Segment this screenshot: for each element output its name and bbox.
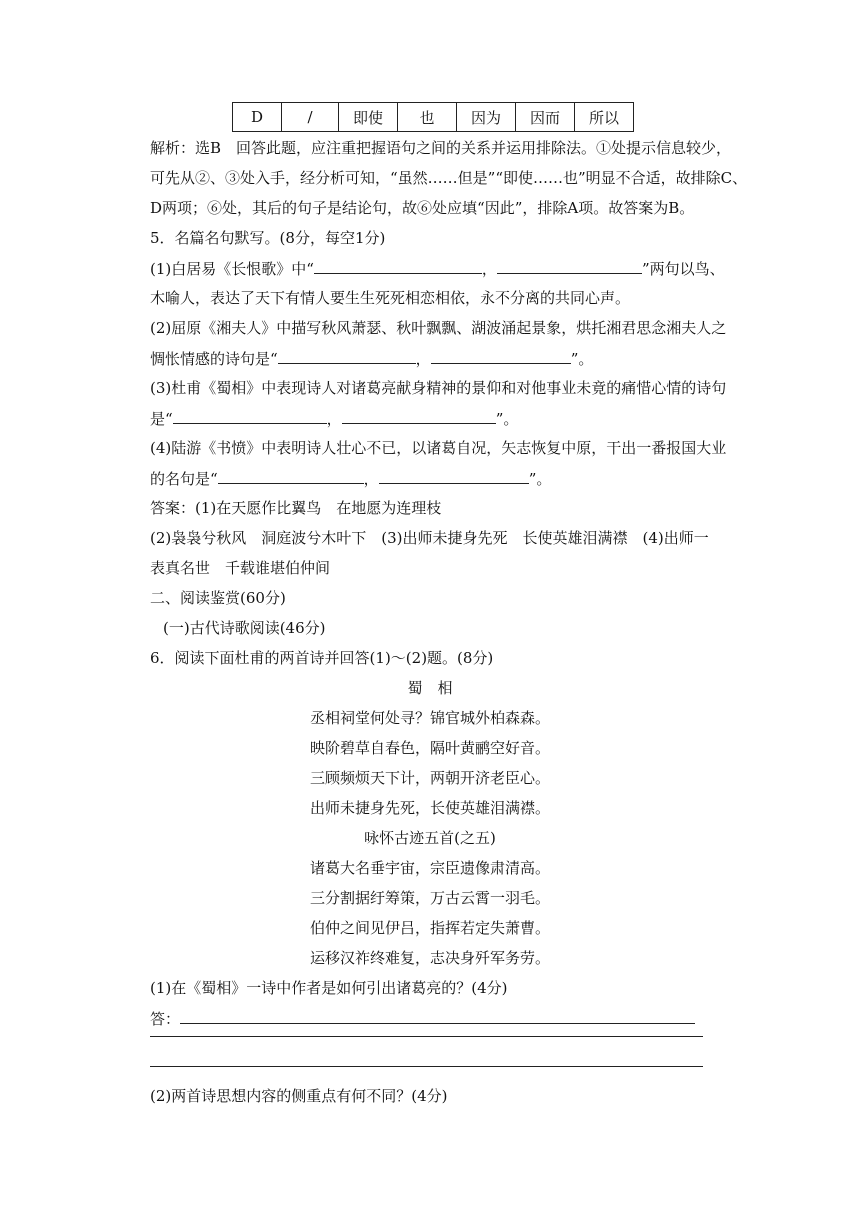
prompt-text: ”两句以鸟、 [641,260,725,278]
answer-line[interactable] [150,1066,703,1067]
fill-blank[interactable] [342,408,496,424]
analysis-line-1: 解析：选B 回答此题，应注重把握语句之间的关系并运用排除法。①处提示信息较少， [150,139,732,157]
table-cell: 因而 [516,103,575,132]
q5-item-3-line-2 [150,408,518,429]
separator: ， [363,470,379,488]
fill-blank[interactable] [497,258,642,274]
question-6-sub-2: (2)两首诗思想内容的侧重点有何不同？(4分) [150,1087,448,1105]
question-5-title: 5．名篇名句默写。(8分，每空1分) [150,229,386,247]
q5-item-1-line-2: 木喻人，表达了天下有情人要生生死死相恋相依，永不分离的共同心声。 [150,289,631,307]
prompt-text: 是“ [150,410,173,428]
fill-blank[interactable] [314,258,482,274]
fill-blank[interactable] [379,468,529,484]
q5-item-2-line-2 [150,348,593,369]
separator: ， [481,260,497,278]
table-cell: / [282,103,339,132]
table-cell: D [233,103,282,132]
analysis-line-3: D两项；⑥处，其后的句子是结论句，故⑥处应填“因此”，排除A项。故答案为B。 [150,199,695,217]
prompt-text: ”。 [528,470,552,488]
prompt-text: (1)白居易《长恨歌》中“ [150,260,314,278]
poem-2-title: 咏怀古迹五首(之五) [364,829,496,847]
q5-item-4-line-2 [150,468,551,489]
prompt-text: ”。 [495,410,519,428]
table-cell: 即使 [339,103,398,132]
poem-line: 诸葛大名垂宇宙，宗臣遗像肃清高。 [309,859,550,877]
fill-blank[interactable] [278,348,416,364]
question-6-sub-1: (1)在《蜀相》一诗中作者是如何引出诸葛亮的？(4分) [150,979,508,997]
poem-1-title: 蜀 相 [407,679,453,697]
answer-line[interactable] [150,1036,703,1037]
answer-area [150,1008,695,1029]
fill-blank[interactable] [173,408,327,424]
prompt-text: ”。 [570,350,594,368]
poem-line: 映阶碧草自春色，隔叶黄鹂空好音。 [309,739,550,757]
fill-blank[interactable] [218,468,364,484]
separator: ， [415,350,431,368]
poem-line: 伯仲之间见伊吕，指挥若定失萧曹。 [309,919,550,937]
options-table-row-d [232,102,634,132]
q5-item-1 [150,258,725,279]
q5-item-2: (2)屈原《湘夫人》中描写秋风萧瑟、秋叶飘飘、湖波涌起景象，烘托湘君思念湘夫人之 [150,319,727,337]
q5-answer-line-2: (2)袅袅兮秋风 洞庭波兮木叶下 (3)出师未捷身先死 长使英雄泪满襟 (4)出师一 [150,529,709,547]
question-6-title: 6．阅读下面杜甫的两首诗并回答(1)～(2)题。(8分) [150,649,494,667]
answer-line[interactable] [180,1008,695,1024]
q5-item-3: (3)杜甫《蜀相》中表现诗人对诸葛亮献身精神的景仰和对他事业未竟的痛惜心情的诗句 [150,379,727,397]
q5-answer-line-3: 表真名世 千载谁堪伯仲间 [150,559,331,577]
subsection-heading: (一)古代诗歌阅读(46分) [163,619,326,637]
prompt-text: 惆怅情感的诗句是“ [150,350,278,368]
poem-line: 运移汉祚终难复，志决身歼军务劳。 [309,949,550,967]
table-cell: 因为 [457,103,516,132]
fill-blank[interactable] [431,348,571,364]
prompt-text: 的名句是“ [150,470,218,488]
analysis-line-2: 可先从②、③处入手，经分析可知，“虽然……但是”“即使……也”明显不合适，故排除C、 [150,169,748,187]
table-cell: 也 [398,103,457,132]
section-heading: 二、阅读鉴赏(60分) [150,589,286,607]
poem-line: 出师未捷身先死，长使英雄泪满襟。 [309,799,550,817]
poem-line: 丞相祠堂何处寻？锦官城外柏森森。 [309,709,550,727]
table-cell: 所以 [575,103,634,132]
separator: ， [326,410,342,428]
poem-line: 三分割据纡筹策，万古云霄一羽毛。 [309,889,550,907]
q5-answer-line-1: 答案：(1)在天愿作比翼鸟 在地愿为连理枝 [150,499,442,517]
q5-item-4: (4)陆游《书愤》中表明诗人壮心不已，以诸葛自况，矢志恢复中原，干出一番报国大业 [150,439,727,457]
answer-label: 答： [150,1010,181,1028]
poem-line: 三顾频烦天下计，两朝开济老臣心。 [309,769,550,787]
